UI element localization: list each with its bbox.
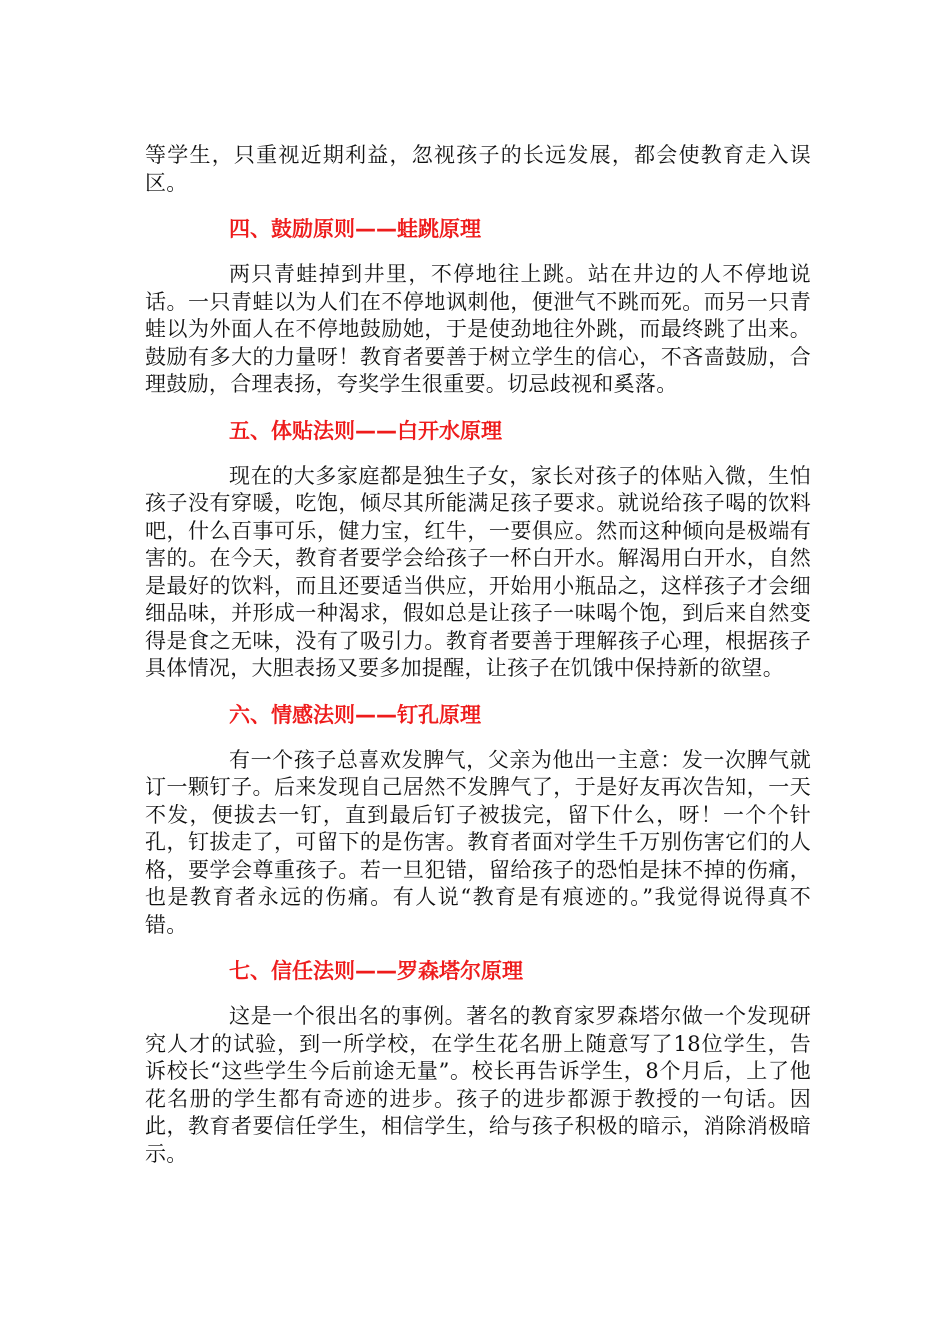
section-heading-encouragement: 四、鼓励原则——蛙跳原理 [229,217,481,241]
section-body-emotion: 有一个孩子总喜欢发脾气，父亲为他出一主意：发一次脾气就订一颗钉子。后来发现自己居然不发脾气了，于是好友再次告知，一天不发，便拔去一钉，直到最后钉子被拔完，留下什么，呀！一个个针孔，钉拔走了，可留下的是伤害。教育者面对学生千万别伤害它们的人格，要学会尊重孩子。若一旦犯错，留给孩子的恐怕是抹不掉的伤痛，也是教育者永远的伤痛。有人说“教育是有痕迹的。”我觉得说得真不错。 [145,747,811,937]
section-body-trust: 这是一个很出名的事例。著名的教育家罗森塔尔做一个发现研究人才的试验，到一所学校，在学生花名册上随意写了18位学生，告诉校长“这些学生今后前途无量”。校长再告诉学生，8个月后，上了他花名册的学生都有奇迹的进步。孩子的进步都源于教授的一句话。因此，教育者要信任学生，相信学生，给与孩子积极的暗示，消除消极暗示。 [145,1004,811,1166]
document-page [145,142,811,1168]
section-heading-trust: 七、信任法则——罗森塔尔原理 [229,959,523,983]
section-heading-emotion: 六、情感法则——钉孔原理 [229,702,481,727]
section-body-care: 现在的大多家庭都是独生子女，家长对孩子的体贴入微，生怕孩子没有穿暖，吃饱，倾尽其所能满足孩子要求。就说给孩子喝的饮料吧，什么百事可乐，健力宝，红牛，一要俱应。然而这种倾向是极端有害的。在今天，教育者要学会给孩子一杯白开水。解渴用白开水，自然是最好的饮料，而且还要适当供应，开始用小瓶品之，这样孩子才会细细品味，并形成一种渴求，假如总是让孩子一味喝个饱，到后来自然变得是食之无味，没有了吸引力。教育者要善于理解孩子心理，根据孩子具体情况，大胆表扬又要多加提醒，让孩子在饥饿中保持新的欲望。 [145,463,811,680]
section-body-encouragement: 两只青蛙掉到井里，不停地往上跳。站在井边的人不停地说话。一只青蛙以为人们在不停地讽刺他，便泄气不跳而死。而另一只青蛙以为外面人在不停地鼓励她，于是使劲地往外跳，而最终跳了出来。鼓励有多大的力量呀！教育者要善于树立学生的信心，不吝啬鼓励，合理鼓励，合理表扬，夸奖学生很重要。切忌歧视和奚落。 [145,262,811,396]
intro-paragraph: 等学生，只重视近期利益，忽视孩子的长远发展，都会使教育走入误区。 [145,143,811,195]
section-heading-care: 五、体贴法则——白开水原理 [229,418,502,443]
